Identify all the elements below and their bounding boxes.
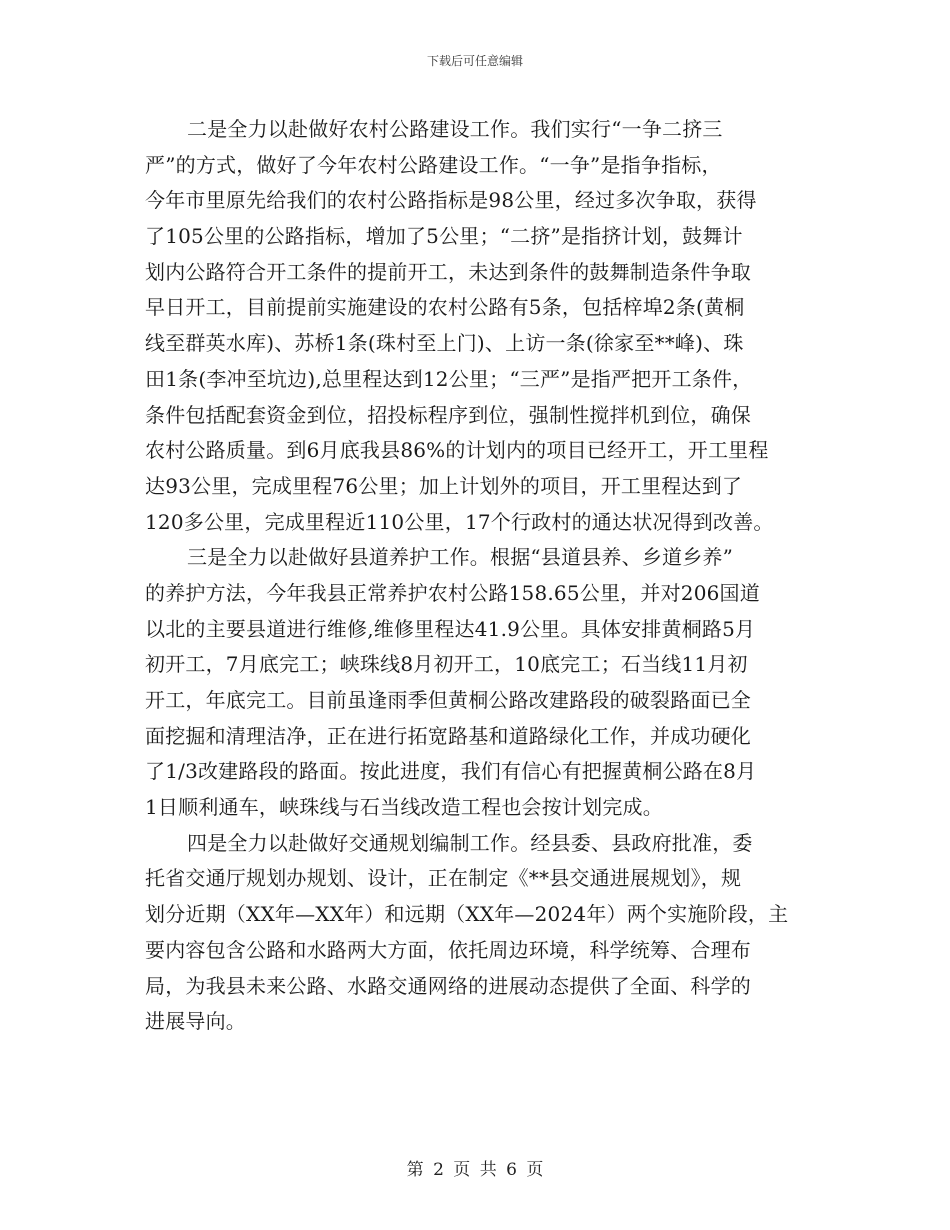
paragraph-line: 三是全力以赴做好县道养护工作。根据“县道县养、乡道乡养” [187, 545, 734, 570]
paragraph-line: 以北的主要县道进行维修,维修里程达41.9公里。具体安排黄桐路5月 [145, 616, 756, 641]
paragraph-line: 达93公里，完成里程76公里；加上计划外的项目，开工里程达到了 [145, 473, 743, 498]
paragraph-line: 120多公里，完成里程近110公里，17个行政村的通达状况得到改善。 [145, 509, 774, 534]
paragraph-line: 今年市里原先给我们的农村公路指标是98公里，经过多次争取，获得 [145, 188, 757, 213]
document-body [145, 112, 820, 1040]
paragraph-line: 进展导向。 [145, 1009, 246, 1034]
paragraph-line: 托省交通厅规划办规划、设计，正在制定《**县交通进展规划》，规 [145, 866, 742, 891]
paragraph-line: 严”的方式，做好了今年农村公路建设工作。“一争”是指争指标， [145, 152, 722, 177]
paragraph-line: 二是全力以赴做好农村公路建设工作。我们实行“一争二挤三 [187, 117, 723, 141]
paragraph-line: 线至群英水库)、苏桥1条(珠村至上门)、上访一条(徐家至**峰)、珠 [145, 331, 744, 356]
paragraph-line: 的养护方法，今年我县正常养护农村公路158.65公里，并对206国道 [145, 580, 760, 605]
page-header: 下载后可任意编辑 [426, 54, 523, 68]
paragraph-line: 了105公里的公路指标，增加了5公里；“二挤”是指挤计划，鼓舞计 [145, 224, 743, 249]
paragraph-line: 条件包括配套资金到位，招投标程序到位，强制性搅拌机到位，确保 [145, 402, 751, 427]
paragraph-line: 农村公路质量。到6月底我县86%的计划内的项目已经开工，开工里程 [145, 438, 769, 463]
paragraph-line: 局，为我县未来公路、水路交通网络的进展动态提供了全面、科学的 [145, 973, 751, 998]
page-footer: 第 2 页 共 6 页 [406, 1160, 544, 1180]
paragraph-line: 四是全力以赴做好交通规划编制工作。经县委、县政府批准，委 [187, 830, 753, 855]
paragraph-line: 面挖掘和清理洁净，正在进行拓宽路基和道路绿化工作，并成功硬化 [145, 723, 751, 748]
paragraph-line: 初开工，7月底完工；峡珠线8月初开工，10底完工；石当线11月初 [145, 652, 748, 677]
paragraph-line: 要内容包含公路和水路两大方面，依托周边环境，科学统筹、合理布 [145, 937, 751, 962]
paragraph-line: 田1条(李冲至坑边),总里程达到12公里；“三严”是指严把开工条件， [145, 366, 753, 391]
paragraph-line: 划内公路符合开工条件的提前开工，未达到条件的鼓舞制造条件争取 [145, 259, 751, 284]
paragraph-line: 划分近期（XX年—XX年）和远期（XX年—2024年）两个实施阶段，主 [145, 902, 789, 927]
paragraph-line: 了1/3改建路段的路面。按此进度，我们有信心有把握黄桐公路在8月 [145, 759, 757, 784]
paragraph-line: 开工，年底完工。目前虽逢雨季但黄桐公路改建路段的破裂路面已全 [145, 688, 751, 712]
paragraph-line: 1日顺利通车，峡珠线与石当线改造工程也会按计划完成。 [145, 795, 663, 820]
paragraph-line: 早日开工，目前提前实施建设的农村公路有5条，包括梓埠2条(黄桐 [145, 295, 745, 320]
